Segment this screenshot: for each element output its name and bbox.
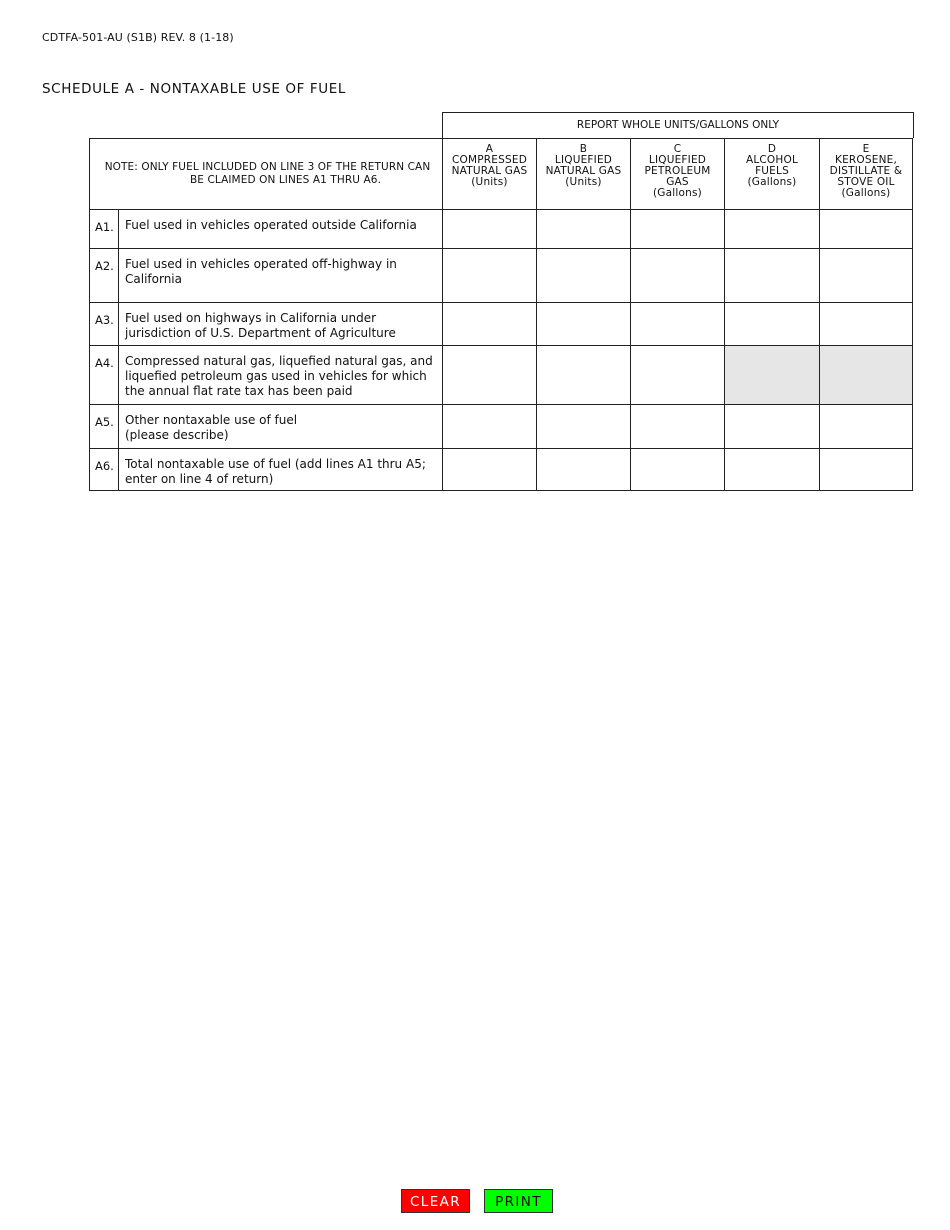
entry-a6-c[interactable] [631, 449, 725, 491]
line-description: Fuel used in vehicles operated outside California [119, 210, 443, 249]
column-header-a: A COMPRESSED NATURAL GAS (Units) [443, 139, 537, 210]
line-description: Total nontaxable use of fuel (add lines A1 thru A5; enter on line 4 of return) [119, 449, 443, 491]
line-description: Fuel used on highways in California under jurisdiction of U.S. Department of Agriculture [119, 303, 443, 346]
note-cell [90, 139, 443, 210]
entry-a2-a[interactable] [443, 249, 537, 303]
entry-a3-b[interactable] [537, 303, 631, 346]
table-row-a5 [90, 405, 913, 449]
entry-a2-b[interactable] [537, 249, 631, 303]
entry-a6-e[interactable] [820, 449, 913, 491]
entry-a3-a[interactable] [443, 303, 537, 346]
line-description: Fuel used in vehicles operated off-highway in California [119, 249, 443, 303]
line-description: Other nontaxable use of fuel (please describe) [119, 405, 443, 449]
report-header: REPORT WHOLE UNITS/GALLONS ONLY [442, 112, 914, 138]
entry-a1-d[interactable] [725, 210, 820, 249]
line-number: A5. [90, 405, 119, 449]
table-row-a3 [90, 303, 913, 346]
schedule-title: SCHEDULE A - NONTAXABLE USE OF FUEL [42, 81, 346, 97]
line-number: A3. [90, 303, 119, 346]
table-row-a4 [90, 346, 913, 405]
entry-a3-c[interactable] [631, 303, 725, 346]
table-row-a2 [90, 249, 913, 303]
column-header-b: B LIQUEFIED NATURAL GAS (Units) [537, 139, 631, 210]
note-line-2: BE CLAIMED ON LINES A1 THRU A6. [189, 174, 382, 186]
entry-a5-c[interactable] [631, 405, 725, 449]
entry-a1-e[interactable] [820, 210, 913, 249]
entry-a3-d[interactable] [725, 303, 820, 346]
form-id: CDTFA-501-AU (S1B) REV. 8 (1-18) [42, 31, 234, 44]
entry-a2-d[interactable] [725, 249, 820, 303]
column-header-c: C LIQUEFIED PETROLEUM GAS (Gallons) [631, 139, 725, 210]
entry-a5-e[interactable] [820, 405, 913, 449]
entry-a5-b[interactable] [537, 405, 631, 449]
entry-a4-e-disabled [820, 346, 913, 405]
note-line-1: NOTE: ONLY FUEL INCLUDED ON LINE 3 OF THE RETURN CAN [104, 161, 431, 173]
entry-a2-c[interactable] [631, 249, 725, 303]
table-header-row [90, 139, 913, 210]
table-row-a1 [90, 210, 913, 249]
line-description: Compressed natural gas, liquefied natural gas, and liquefied petroleum gas used in vehicles for which the annual flat rate tax has been paid [119, 346, 443, 405]
entry-a4-d-disabled [725, 346, 820, 405]
entry-a1-c[interactable] [631, 210, 725, 249]
line-number: A6. [90, 449, 119, 491]
column-header-d: D ALCOHOL FUELS (Gallons) [725, 139, 820, 210]
entry-a4-a[interactable] [443, 346, 537, 405]
entry-a4-c[interactable] [631, 346, 725, 405]
column-header-e: E KEROSENE, DISTILLATE & STOVE OIL (Gallons) [820, 139, 913, 210]
line-number: A2. [90, 249, 119, 303]
clear-button[interactable]: CLEAR [401, 1189, 470, 1213]
entry-a1-b[interactable] [537, 210, 631, 249]
print-button[interactable]: PRINT [484, 1189, 553, 1213]
entry-a2-e[interactable] [820, 249, 913, 303]
entry-a4-b[interactable] [537, 346, 631, 405]
entry-a6-d[interactable] [725, 449, 820, 491]
line-number: A1. [90, 210, 119, 249]
entry-a6-a[interactable] [443, 449, 537, 491]
fuel-use-table [89, 138, 913, 491]
entry-a1-a[interactable] [443, 210, 537, 249]
table-row-a6 [90, 449, 913, 491]
entry-a5-a[interactable] [443, 405, 537, 449]
entry-a5-d[interactable] [725, 405, 820, 449]
entry-a3-e[interactable] [820, 303, 913, 346]
entry-a6-b[interactable] [537, 449, 631, 491]
line-number: A4. [90, 346, 119, 405]
